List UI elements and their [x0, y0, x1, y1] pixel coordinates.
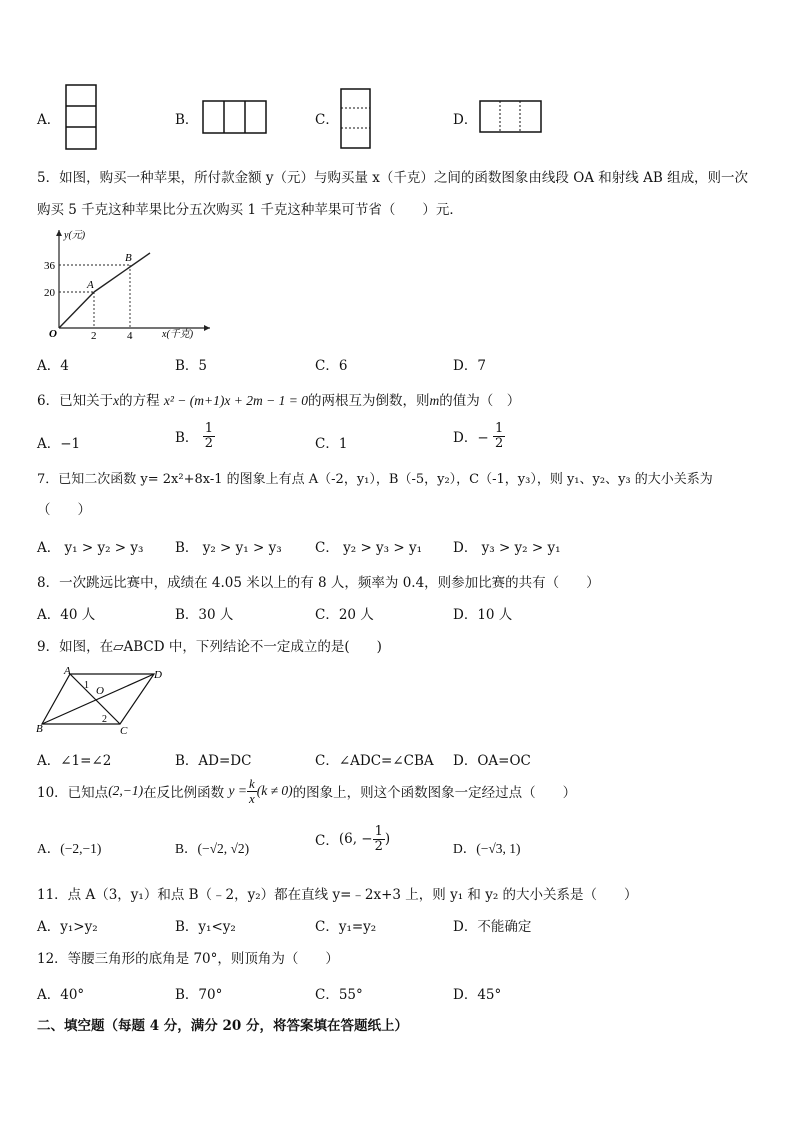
q6-mid: 的方程: [119, 393, 160, 409]
q5-option-c: C．6: [315, 358, 348, 374]
q10-func-cond: (k ≠ 0): [256, 783, 293, 799]
q8-text: 8．一次跳远比赛中，成绩在 4.05 米以上的有 8 人，频率为 0.4，则参加比赛的共有（ ）: [37, 575, 600, 591]
q10-option-c: [315, 825, 390, 853]
q9-angle-1: 1: [84, 680, 89, 691]
q5-graph-x-tick-4: 4: [127, 330, 133, 342]
q4-option-b-letter: B．: [175, 112, 199, 128]
q7-option-d: D． y₃ > y₂ > y₁: [453, 540, 561, 556]
q6-var-x: x: [113, 393, 120, 408]
q6-option-c: C．1: [315, 436, 348, 452]
q7-option-a: A． y₁ > y₂ > y₃: [37, 540, 144, 556]
q12-text: 12．等腰三角形的底角是 70°，则顶角为（ ）: [37, 951, 339, 967]
q10-option-c-den: 2: [374, 838, 383, 854]
q6-equation: x² − (m+1)x + 2m − 1 = 0: [163, 393, 308, 408]
q6-text: [37, 389, 520, 409]
section-2-heading: 二、填空题（每题 4 分，满分 20 分，将答案填在答题纸上）: [37, 1018, 408, 1034]
q6-option-b: [175, 422, 215, 450]
q5-graph-point-b: B: [125, 252, 132, 264]
q6-var-m: m: [429, 393, 440, 408]
q9-option-c: C．∠ADC=∠CBA: [315, 753, 434, 769]
q12-option-b: B．70°: [175, 987, 223, 1003]
q4-figure-b: [202, 100, 268, 134]
q5-graph: [40, 224, 215, 344]
q5-graph-y-label: y(元): [64, 230, 86, 241]
q10-func-lhs: y =: [228, 783, 247, 799]
q4-option-a-letter: A．: [37, 112, 61, 128]
q6-option-b-num: 1: [204, 421, 213, 436]
q11-option-b: B．y₁<y₂: [175, 919, 236, 935]
q6-option-d-den: 2: [494, 435, 504, 451]
q8-option-b: B．30 人: [175, 607, 234, 623]
q4-option-c-letter: C．: [315, 112, 339, 128]
q9-label-a: A: [64, 665, 71, 677]
q4-figure-a: [65, 84, 97, 150]
q10-option-a: A．(−2,−1): [37, 841, 102, 856]
q10-func-fraction: [247, 777, 257, 805]
q5-graph-x-tick-2: 2: [91, 330, 97, 342]
q9-label-c: C: [120, 725, 128, 737]
q10-text: [37, 777, 576, 805]
q8-option-a: A．40 人: [37, 607, 96, 623]
q6-suffix-2: 的值为（ ）: [439, 393, 521, 409]
q10-option-c-open: (6, −: [338, 831, 373, 848]
q5-graph-y-tick-36: 36: [44, 260, 55, 272]
q5-text-line1: 5．如图，购买一种苹果，所付款金额 y（元）与购买量 x（千克）之间的函数图象由线段 OA 和射线 AB 组成，则一次: [37, 170, 749, 186]
q6-option-d-fraction: [493, 422, 505, 450]
q10-point: (2,−1): [108, 783, 144, 799]
q7-text-line1: 7．已知二次函数 y= 2x²+8x-1 的图象上有点 A（-2，y₁），B（-5，y₂），C（-1，y₃），则 y₁、y₂、y₃ 的大小关系为: [37, 472, 713, 487]
q10-option-c-close: ): [384, 831, 391, 848]
q12-option-d: D．45°: [453, 987, 502, 1003]
q11-option-a: A．y₁>y₂: [37, 919, 98, 935]
q5-graph-point-a: A: [87, 279, 94, 291]
q9-label-o: O: [96, 685, 104, 697]
q5-graph-x-label: x(千克): [162, 329, 194, 340]
q7-option-c: C． y₂ > y₃ > y₁: [315, 540, 423, 556]
q11-text: 11．点 A（3，y₁）和点 B（﹣2，y₂）都在直线 y=﹣2x+3 上，则 y₁ 和 y₂ 的大小关系是（ ）: [37, 887, 638, 903]
q10-option-b: B．(−√2, √2): [175, 841, 250, 856]
q8-option-c: C．20 人: [315, 607, 374, 623]
q10-func-num: k: [248, 776, 255, 791]
q6-option-b-letter: B．: [175, 430, 199, 447]
q6-option-d-letter: D．−: [453, 430, 489, 447]
q10-mid: 在反比例函数: [143, 785, 225, 802]
q10-suffix: 的图象上，则这个函数图象一定经过点（ ）: [292, 785, 577, 802]
q7-option-b: B． y₂ > y₁ > y₃: [175, 540, 282, 556]
q9-label-b: B: [36, 723, 43, 735]
q6-option-a: A．−1: [37, 436, 81, 452]
q5-option-b: B．5: [175, 358, 208, 374]
q6-option-d-num: 1: [494, 421, 504, 436]
q11-option-d: D．不能确定: [453, 919, 532, 935]
q4-figure-d: [479, 100, 543, 134]
q9-text: 9．如图，在▱ABCD 中，下列结论不一定成立的是( ): [37, 639, 382, 655]
q9-option-a: A．∠1=∠2: [37, 753, 112, 769]
q6-option-b-den: 2: [204, 435, 213, 451]
q10-option-c-fraction: [373, 825, 385, 853]
q10-prefix: 10．已知点: [37, 785, 109, 802]
q5-graph-origin: O: [49, 328, 57, 340]
q5-option-d: D．7: [453, 358, 486, 374]
q10-option-c-letter: C．: [315, 833, 339, 850]
q12-option-c: C．55°: [315, 987, 363, 1003]
q10-option-c-num: 1: [374, 824, 383, 839]
q4-option-d-letter: D．: [453, 112, 478, 128]
q11-option-c: C．y₁=y₂: [315, 919, 377, 935]
q6-prefix: 6．已知关于: [37, 393, 114, 409]
q5-text-line2: 购买 5 千克这种苹果比分五次购买 1 千克这种苹果可节省（ ）元．: [37, 202, 463, 218]
q9-parallelogram-figure: [36, 664, 171, 740]
q4-figure-c: [340, 88, 372, 150]
q8-option-d: D．10 人: [453, 607, 513, 623]
q9-angle-2: 2: [102, 714, 107, 725]
q5-graph-y-tick-20: 20: [44, 287, 55, 299]
q7-text-line2: （ ）: [37, 502, 91, 518]
q9-label-d: D: [154, 669, 162, 681]
q6-suffix-1: 的两根互为倒数，则: [307, 393, 430, 409]
q10-func-den: x: [248, 790, 255, 806]
q6-option-d: [453, 422, 505, 450]
q12-option-a: A．40°: [37, 987, 85, 1003]
q9-option-d: D．OA=OC: [453, 753, 531, 769]
q9-option-b: B．AD=DC: [175, 753, 252, 769]
q10-option-d: D．(−√3, 1): [453, 841, 521, 856]
q6-option-b-fraction: [203, 422, 215, 450]
q5-option-a: A．4: [37, 358, 69, 374]
